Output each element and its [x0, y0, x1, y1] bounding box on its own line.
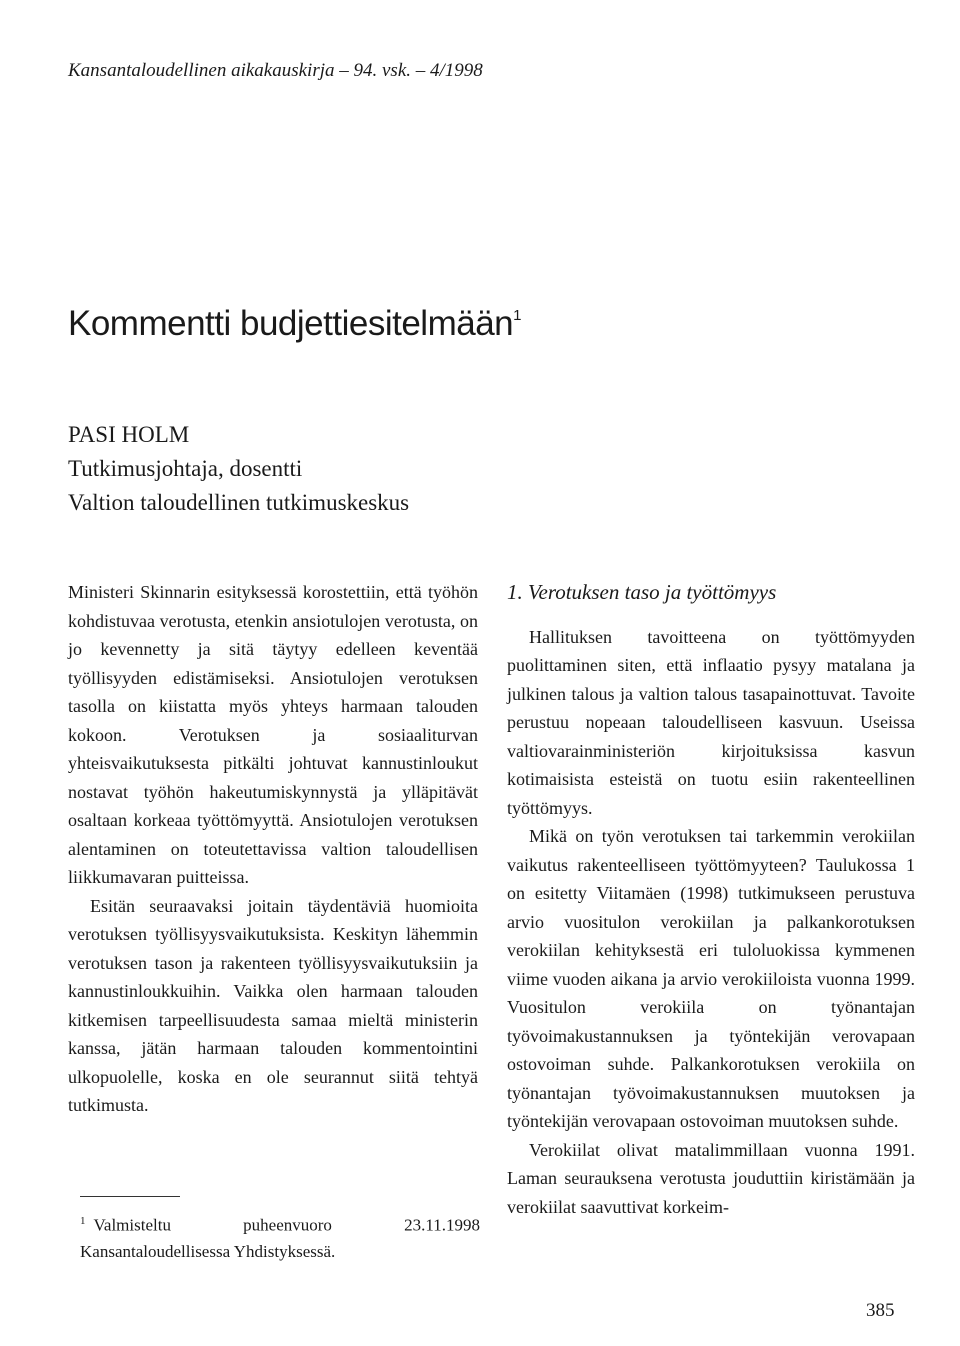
author-name: PASI HOLM: [68, 422, 190, 447]
author-block: [68, 418, 409, 520]
footnote-marker: 1: [80, 1215, 86, 1227]
author-affiliation: Valtion taloudellinen tutkimuskeskus: [68, 490, 410, 515]
article-title: [68, 304, 521, 344]
footnote-divider: [80, 1196, 180, 1197]
paragraph: Ministeri Skinnarin esityksessä korostettiin, että työhön kohdistuvaa verotusta, etenkin ansiotulojen verotusta, on jo kevennetty ja sitä täytyy edelleen keventää työllisyyden edistämiseksi. Ansiotulojen verotuksen tasolla on kiistatta myös yhteys harmaan talouden kokoon. Verotuksen ja sosiaaliturvan yhteisvaikutuksesta pitkälti johtuvat kannustinloukut nostavat työhön hakeutumiskynnystä ja ylläpitävät osaltaan korkeaa työttömyyttä. Ansiotulojen verotuksen alentaminen on toteutettavissa valtion taloudellisen liikkumavaran puitteissa.: [68, 582, 478, 887]
footnote: [80, 1208, 480, 1265]
footnote-text: Valmisteltu puheenvuoro 23.11.1998 Kansantaloudellisessa Yhdistyksessä.: [80, 1215, 480, 1261]
page-number: 385: [866, 1300, 895, 1321]
title-footnote-marker[interactable]: 1: [513, 307, 521, 324]
section-heading: 1. Verotuksen taso ja työttömyys: [507, 580, 777, 604]
author-position: Tutkimusjohtaja, dosentti: [68, 456, 303, 481]
paragraph: Mikä on työn verotuksen tai tarkemmin verokiilan vaikutus rakenteelliseen työttömyyteen? Taulukossa 1 on esitetty Viitamäen (1998) tutkimukseen perustuva arvio vuositulon verokiilan ja palkankorotuksen verokiilan kehityksestä eri tuloluokissa kymmenen viime vuoden aikana ja arvio verokiiloista vuonna 1999. Vuositulon verokiila on työnantajan työvoimakustannuksen ja työntekijän verovapaan ostovoiman suhde. Palkankorotuksen verokiila on työnantajan työvoimakustannuksen muutoksen ja työntekijän verovapaan ostovoiman muutoksen suhde.: [507, 826, 915, 1131]
article-title-text: Kommentti budjettiesitelmään: [68, 304, 514, 343]
journal-header: Kansantaloudellinen aikakauskirja – 94. vsk. – 4/1998: [68, 60, 483, 81]
paragraph: Verokiilat olivat matalimmillaan vuonna 1991. Laman seurauksena verotusta jouduttiin kiristämään ja verokiilat saavuttivat korkeim-: [507, 1139, 915, 1217]
right-column: [507, 578, 915, 1221]
paragraph: Hallituksen tavoitteena on työttömyyden puolittaminen siten, että inflaatio pysyy matalana ja julkinen talous ja valtion talous tasapainottuvat. Tavoite perustuu nopeaan taloudelliseen kasvuun. Useissa valtiovarainministeriön kirjoituksissa kasvun kotimaisista esteistä on tuotu esiin rakenteellinen työttömyys.: [507, 626, 915, 818]
left-column: [68, 578, 478, 1120]
paragraph: Esitän seuraavaksi joitain täydentäviä huomioita verotuksen työllisyysvaikutuksista. Keskityn lähemmin verotuksen tason ja rakenteen työllisyysvaikutuksiin ja kannustinloukkuihin. Vaikka olen harmaan talouden kitkemisen tarpeellisuudesta samaa mieltä ministerin kanssa, jätän harmaan talouden kommentointini ulkopuolelle, koska en ole seurannut siitä tehtyä tutkimusta.: [68, 895, 478, 1115]
